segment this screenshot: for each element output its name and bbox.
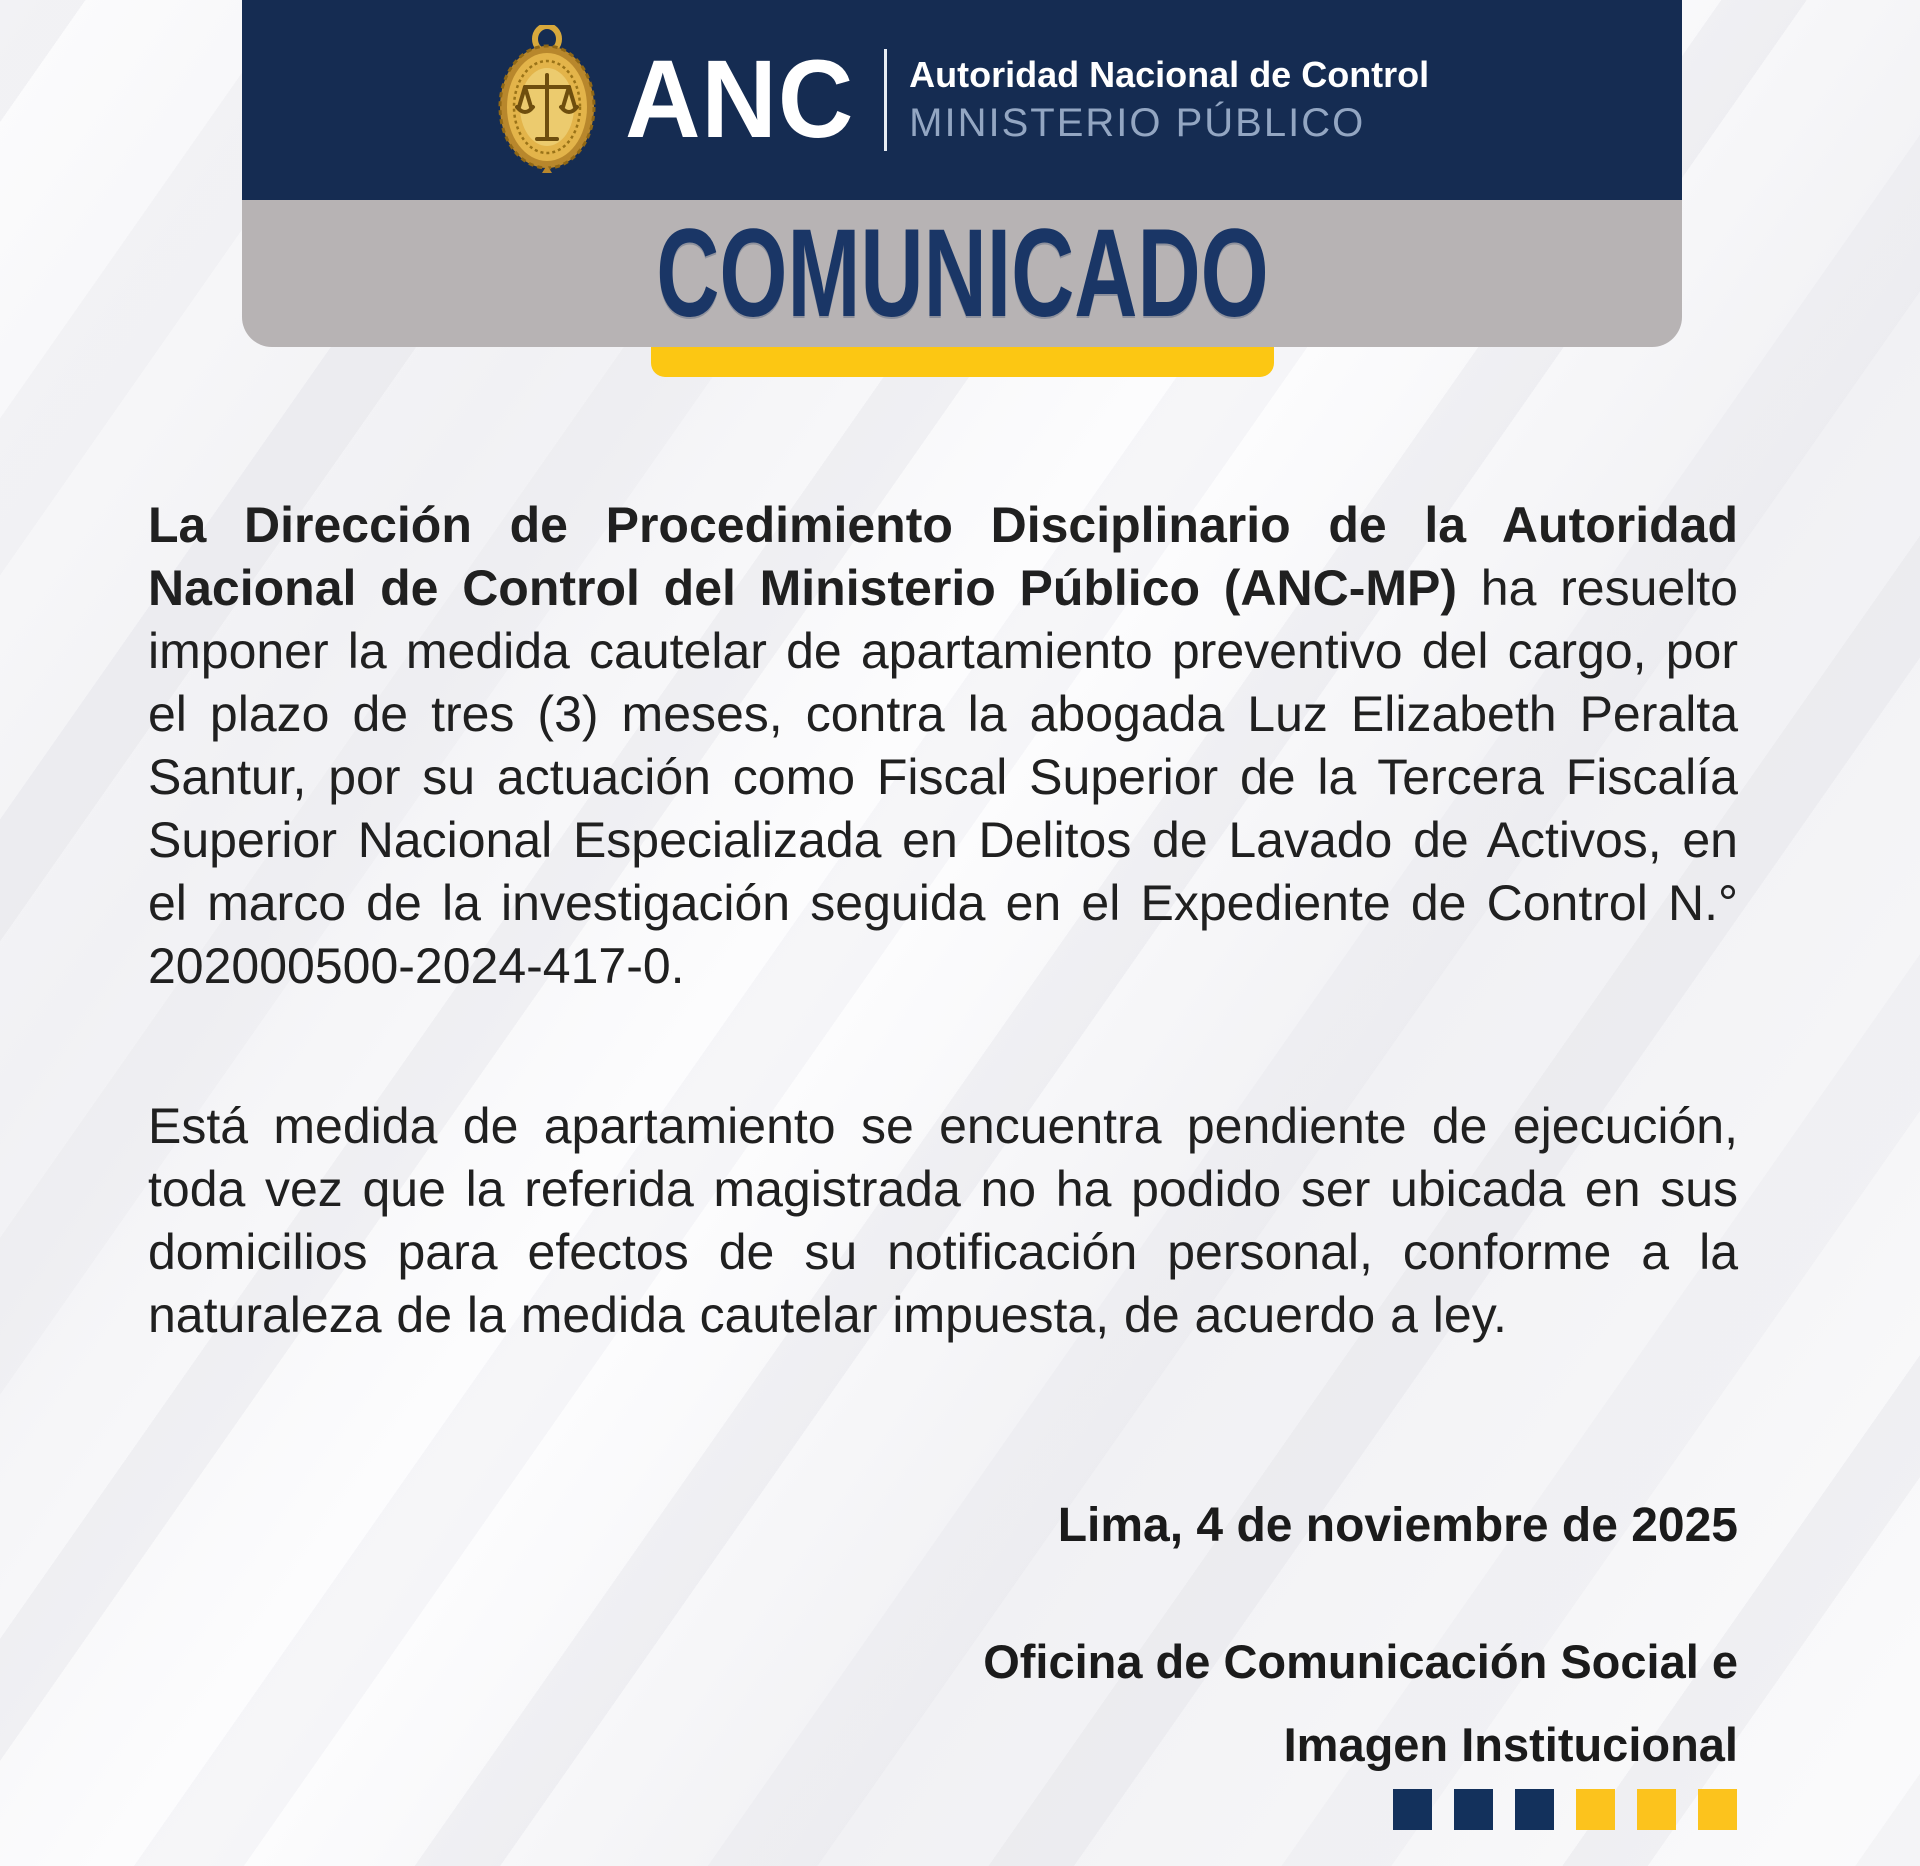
paragraph-1-rest: ha resuelto imponer la medida cautelar de apartamiento preventivo del cargo, por el plazo de tres (3) meses, contra la abogada Luz Elizabeth Peralta Santur, por su actuación como Fiscal Superior de la Tercera Fiscalía Superior Nacional Especializada en Delitos de Lavado de Activos, en el marco de la investigación seguida en el Expediente de Control N.° 202000500-2024-417-0. — [148, 560, 1738, 994]
banner-underline — [651, 347, 1274, 377]
header-divider — [884, 49, 887, 151]
anc-acronym: ANC — [624, 38, 855, 161]
signature-line-2: Imagen Institucional — [1283, 1718, 1738, 1771]
signature-block — [148, 1620, 1738, 1786]
footer-square — [1454, 1789, 1493, 1830]
org-ministry: MINISTERIO PÚBLICO — [909, 100, 1366, 145]
paragraph-1 — [148, 494, 1738, 998]
header-bar — [242, 0, 1682, 200]
org-name: Autoridad Nacional de Control — [909, 54, 1430, 96]
dateline: Lima, 4 de noviembre de 2025 — [1057, 1499, 1738, 1552]
paragraph-2: Está medida de apartamiento se encuentra pendiente de ejecución, toda vez que la referida magistrada no ha podido ser ubicada en sus domicilios para efectos de su notificación personal, conforme a la naturaleza de la medida cautelar impuesta, de acuerdo a ley. — [148, 1098, 1738, 1343]
footer-square — [1393, 1789, 1432, 1830]
banner — [242, 200, 1682, 347]
org-lines — [909, 55, 1429, 145]
footer-square — [1576, 1789, 1615, 1830]
signature-line-1: Oficina de Comunicación Social e — [983, 1635, 1738, 1688]
footer-square — [1698, 1789, 1737, 1830]
paragraph-1-bold-lead: La Dirección de Procedimiento Disciplinario de la Autoridad Nacional de Control del Ministerio Público (ANC-MP) — [148, 497, 1738, 616]
footer-square — [1637, 1789, 1676, 1830]
footer-square — [1515, 1789, 1554, 1830]
footer-squares — [1393, 1789, 1737, 1830]
ministerio-publico-seal-icon — [495, 25, 599, 175]
page-title: COMUNICADO — [655, 204, 1269, 343]
header-inner — [495, 25, 1429, 175]
body-text — [148, 494, 1738, 1347]
